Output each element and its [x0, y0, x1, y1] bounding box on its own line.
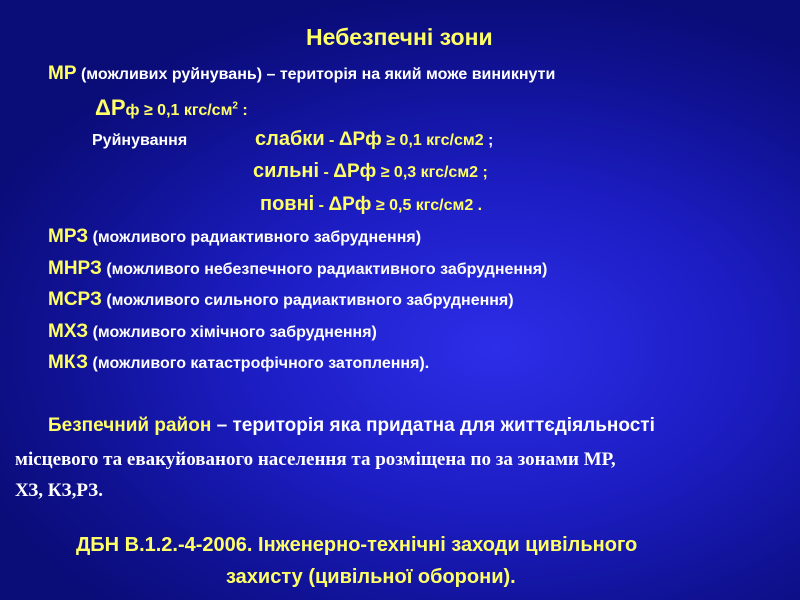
level-name: слабки	[255, 128, 325, 150]
zone-description: (можливого радиактивного забруднення)	[88, 229, 422, 246]
level-value: ≥ 0,1 кгс/см2	[381, 132, 484, 149]
zone-abbr: МКЗ	[48, 352, 89, 373]
zone-item	[48, 289, 514, 311]
slide-title: Небезпечні зони	[306, 24, 493, 50]
safe-area-term: Безпечний район	[48, 415, 212, 436]
zone-description: (можливого небезпечного радиактивного забруднення)	[101, 261, 548, 278]
threshold-sub: ф	[125, 102, 140, 119]
zone-abbr: МРЗ	[48, 226, 89, 247]
zone-item	[48, 226, 421, 248]
zone-item	[48, 258, 547, 280]
mr-definition	[48, 63, 555, 85]
level-delta: ΔРф	[338, 129, 382, 150]
level-end: ;	[478, 164, 488, 181]
mr-abbr: МР	[48, 63, 77, 84]
zone-description: (можливого хімічного забруднення)	[88, 324, 377, 341]
threshold-delta: ΔР	[95, 95, 126, 120]
safe-area-line3: ХЗ, КЗ,РЗ.	[15, 480, 103, 501]
safe-area-line1: – територія яка придатна для життєдіяльності	[211, 415, 655, 436]
level-value: ≥ 0,3 кгс/см2	[376, 164, 479, 181]
zone-abbr: МХЗ	[48, 321, 89, 342]
level-dash: -	[324, 132, 339, 149]
pressure-threshold	[95, 95, 248, 121]
level-value: ≥ 0,5 кгс/см2	[371, 197, 474, 214]
threshold-colon: :	[237, 102, 248, 119]
destruction-level-strong	[253, 160, 488, 183]
threshold-sup: 2	[232, 100, 238, 112]
zone-description: (можливого катастрофічного затоплення).	[88, 355, 430, 372]
level-end: ;	[483, 132, 494, 149]
destruction-level-full	[260, 193, 482, 216]
zone-abbr: МСРЗ	[48, 289, 102, 310]
level-dash: -	[314, 197, 329, 214]
level-delta: ΔРф	[328, 194, 372, 215]
level-dash: -	[319, 164, 334, 181]
level-delta: ΔРф	[333, 161, 377, 182]
safe-area-definition	[48, 415, 655, 437]
level-end: .	[473, 197, 483, 214]
safe-area-line2: місцевого та евакуйованого населення та розміщена по за зонами МР,	[15, 449, 616, 470]
mr-description: (можливих руйнувань) – територія на який може виникнути	[76, 66, 556, 83]
reference-line2: захисту (цивільної оборони).	[226, 566, 516, 588]
zone-item	[48, 321, 377, 343]
destruction-label: Руйнування	[92, 132, 188, 149]
threshold-text: ≥ 0,1 кгс/см	[139, 102, 233, 119]
zone-description: (можливого сильного радиактивного забруднення)	[101, 292, 514, 309]
zone-item	[48, 352, 429, 374]
level-name: повні	[260, 193, 315, 215]
level-name: сильні	[253, 160, 320, 182]
zone-abbr: МНРЗ	[48, 258, 102, 279]
reference-line1: ДБН В.1.2.-4-2006. Інженерно-технічні заходи цивільного	[76, 534, 638, 556]
